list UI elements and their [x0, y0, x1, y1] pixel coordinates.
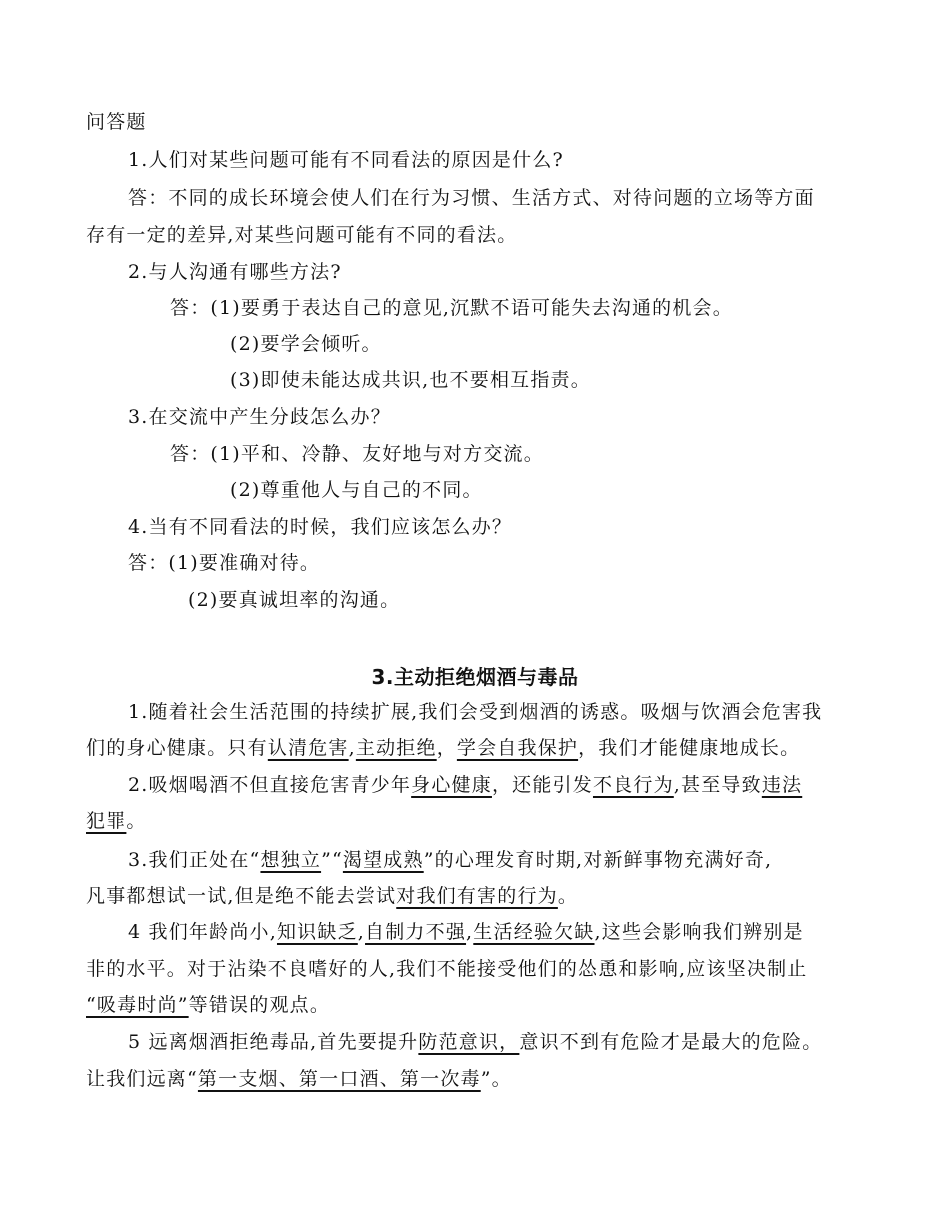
answer-1-line-2: 存有一定的差异,对某些问题可能有不同的看法。	[86, 224, 518, 246]
paragraph-2-line-2	[86, 809, 147, 833]
text-span: ，我们才能健康地成长。	[578, 737, 801, 759]
underlined-keyword: 认清危害	[267, 737, 349, 759]
text-span: ，还能引发	[491, 774, 593, 796]
text-span: ”。	[480, 1068, 512, 1090]
paragraph-1-line-1: 1.随着社会生活范围的持续扩展,我们会受到烟酒的诱惑。吸烟与饮酒会危害我	[128, 701, 823, 723]
paragraph-3-line-2	[86, 884, 578, 908]
question-3: 3.在交流中产生分歧怎么办？	[128, 406, 391, 428]
underlined-keyword: 生活经验欠缺	[473, 921, 595, 943]
text-span: 意识不到有危险才是最大的危险。	[519, 1031, 823, 1053]
section-title: 3.主动拒绝烟酒与毒品	[371, 665, 579, 689]
underlined-keyword: 第一支烟、第一口酒、第一次毒	[197, 1068, 481, 1090]
text-span: 5 远离烟酒拒绝毒品,首先要提升	[128, 1031, 419, 1053]
answer-2-item-3: (3)即使未能达成共识,也不要相互指责。	[230, 369, 591, 391]
text-span: 。	[126, 810, 147, 832]
underlined-keyword: 不良行为	[592, 774, 674, 796]
text-span: 3.我们正处在“	[128, 849, 261, 871]
underlined-keyword: 防范意识，	[418, 1031, 520, 1053]
underlined-keyword: 对我们有害的行为	[396, 885, 558, 907]
qa-heading: 问答题	[86, 111, 147, 133]
underlined-keyword: 想独立	[260, 849, 322, 871]
question-2: 2.与人沟通有哪些方法?	[128, 261, 342, 283]
answer-2-item-2: (2)要学会倾听。	[230, 333, 382, 355]
text-span: ”“	[321, 849, 343, 871]
text-span: ,甚至导致	[673, 774, 762, 796]
underlined-keyword: 渴望成熟	[342, 849, 424, 871]
underlined-keyword: 学会自我保护	[456, 737, 579, 759]
text-span: 。	[557, 885, 579, 907]
answer-2-item-1: 答：(1)要勇于表达自己的意见,沉默不语可能失去沟通的机会。	[170, 297, 733, 319]
text-span: 们的身心健康。只有	[86, 737, 268, 759]
text-span: 让我们远离“	[86, 1068, 198, 1090]
text-span: 凡事都想试一试,但是绝不能去尝试	[86, 885, 397, 907]
answer-4-item-1: 答：(1)要准确对待。	[128, 552, 321, 574]
text-span: 2.吸烟喝酒不但直接危害青少年	[128, 774, 412, 796]
text-span: ，	[436, 737, 457, 759]
underlined-keyword: 违法	[761, 774, 803, 796]
text-span: ,	[348, 737, 356, 759]
text-span: ,	[466, 921, 474, 943]
question-1: 1.人们对某些问题可能有不同看法的原因是什么?	[128, 149, 564, 171]
answer-4-item-2: (2)要真诚坦率的沟通。	[188, 589, 401, 611]
paragraph-2-line-1	[128, 773, 802, 797]
paragraph-1-line-2	[86, 736, 800, 760]
paragraph-4-line-2: 非的水平。对于沾染不良嗜好的人,我们不能接受他们的怂恿和影响,应该坚决制止	[86, 958, 808, 980]
answer-3-item-1: 答：(1)平和、冷静、友好地与对方交流。	[170, 443, 544, 465]
underlined-keyword: 主动拒绝	[355, 737, 437, 759]
text-span: ,	[357, 921, 366, 943]
paragraph-5-line-2	[86, 1067, 512, 1091]
answer-1-line-1: 答：不同的成长环境会使人们在行为习惯、生活方式、对待问题的立场等方面	[128, 187, 815, 209]
underlined-keyword: 知识缺乏	[276, 921, 358, 943]
underlined-keyword: “吸毒时尚”	[86, 994, 189, 1016]
question-4: 4.当有不同看法的时候，我们应该怎么办？	[128, 516, 513, 538]
answer-3-item-2: (2)尊重他人与自己的不同。	[230, 479, 483, 501]
text-span: 等错误的观点。	[188, 994, 331, 1016]
underlined-keyword: 自制力不强	[365, 921, 467, 943]
paragraph-4-line-3	[86, 993, 330, 1017]
paragraph-4-line-1	[128, 920, 804, 944]
underlined-keyword: 身心健康	[411, 774, 492, 796]
text-span: ,这些会影响我们辨别是	[594, 921, 804, 943]
text-span: ”的心理发育时期,对新鲜事物充满好奇,	[423, 849, 773, 871]
paragraph-3-line-1	[128, 848, 772, 872]
text-span: 4 我们年龄尚小,	[128, 921, 277, 943]
paragraph-5-line-1	[128, 1030, 822, 1054]
underlined-keyword: 犯罪	[86, 810, 127, 832]
